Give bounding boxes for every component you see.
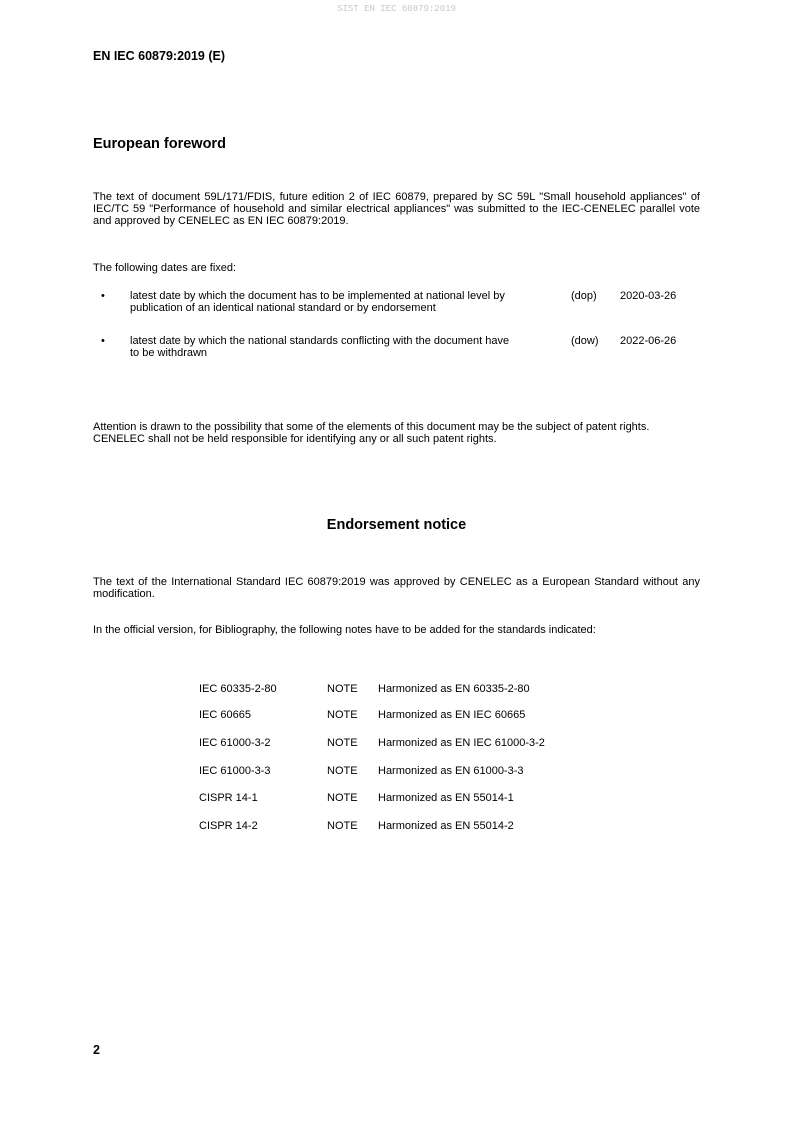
foreword-paragraph: The text of document 59L/171/FDIS, future edition 2 of IEC 60879, prepared by SC 59L "Small household appliances" of IEC/TC 59 "Performance of household and similar electrical appliances" was submitted to the IEC-CENELEC parallel vote and approved by CENELEC as EN IEC 60879:2019.	[93, 191, 700, 227]
patent-attention: Attention is drawn to the possibility that some of the elements of this document may be the subject of patent rights. CENELEC shall not be held responsible for identifying any or all such patent rights.	[93, 421, 650, 445]
date-item-date: 2022-06-26	[620, 335, 677, 347]
note-label: NOTE	[327, 792, 358, 804]
note-label: NOTE	[327, 820, 358, 832]
endorsement-paragraph: The text of the International Standard IEC 60879:2019 was approved by CENELEC as a European Standard without any modification.	[93, 576, 700, 600]
note-standard: CISPR 14-2	[199, 820, 258, 832]
date-item-date: 2020-03-26	[620, 290, 677, 302]
note-standard: IEC 61000-3-3	[199, 765, 271, 777]
date-item-code: (dop)	[571, 290, 597, 302]
note-text: Harmonized as EN 60335-2-80	[378, 683, 530, 695]
note-label: NOTE	[327, 737, 358, 749]
page-number: 2	[93, 1043, 100, 1057]
note-standard: CISPR 14-1	[199, 792, 258, 804]
note-label: NOTE	[327, 765, 358, 777]
note-text: Harmonized as EN IEC 61000-3-2	[378, 737, 545, 749]
foreword-title: European foreword	[93, 136, 226, 152]
dates-intro: The following dates are fixed:	[93, 262, 237, 274]
note-standard: IEC 60665	[199, 709, 251, 721]
note-text: Harmonized as EN 61000-3-3	[378, 765, 524, 777]
note-standard: IEC 61000-3-2	[199, 737, 271, 749]
bullet-icon: •	[101, 290, 105, 302]
bibliography-paragraph: In the official version, for Bibliography, the following notes have to be added for the standards indicated:	[93, 624, 596, 636]
watermark: SIST EN IEC 60879:2019	[337, 4, 456, 14]
date-item-text: latest date by which the national standards conflicting with the document have to be withdrawn	[130, 335, 510, 359]
note-label: NOTE	[327, 683, 358, 695]
date-item-code: (dow)	[571, 335, 599, 347]
endorsement-title: Endorsement notice	[326, 517, 467, 533]
note-text: Harmonized as EN IEC 60665	[378, 709, 526, 721]
note-standard: IEC 60335-2-80	[199, 683, 277, 695]
note-text: Harmonized as EN 55014-1	[378, 792, 514, 804]
date-item-text: latest date by which the document has to be implemented at national level by publication of an identical national standard or by endorsement	[130, 290, 505, 314]
document-header: EN IEC 60879:2019 (E)	[93, 49, 226, 63]
note-label: NOTE	[327, 709, 358, 721]
note-text: Harmonized as EN 55014-2	[378, 820, 514, 832]
bullet-icon: •	[101, 335, 105, 347]
